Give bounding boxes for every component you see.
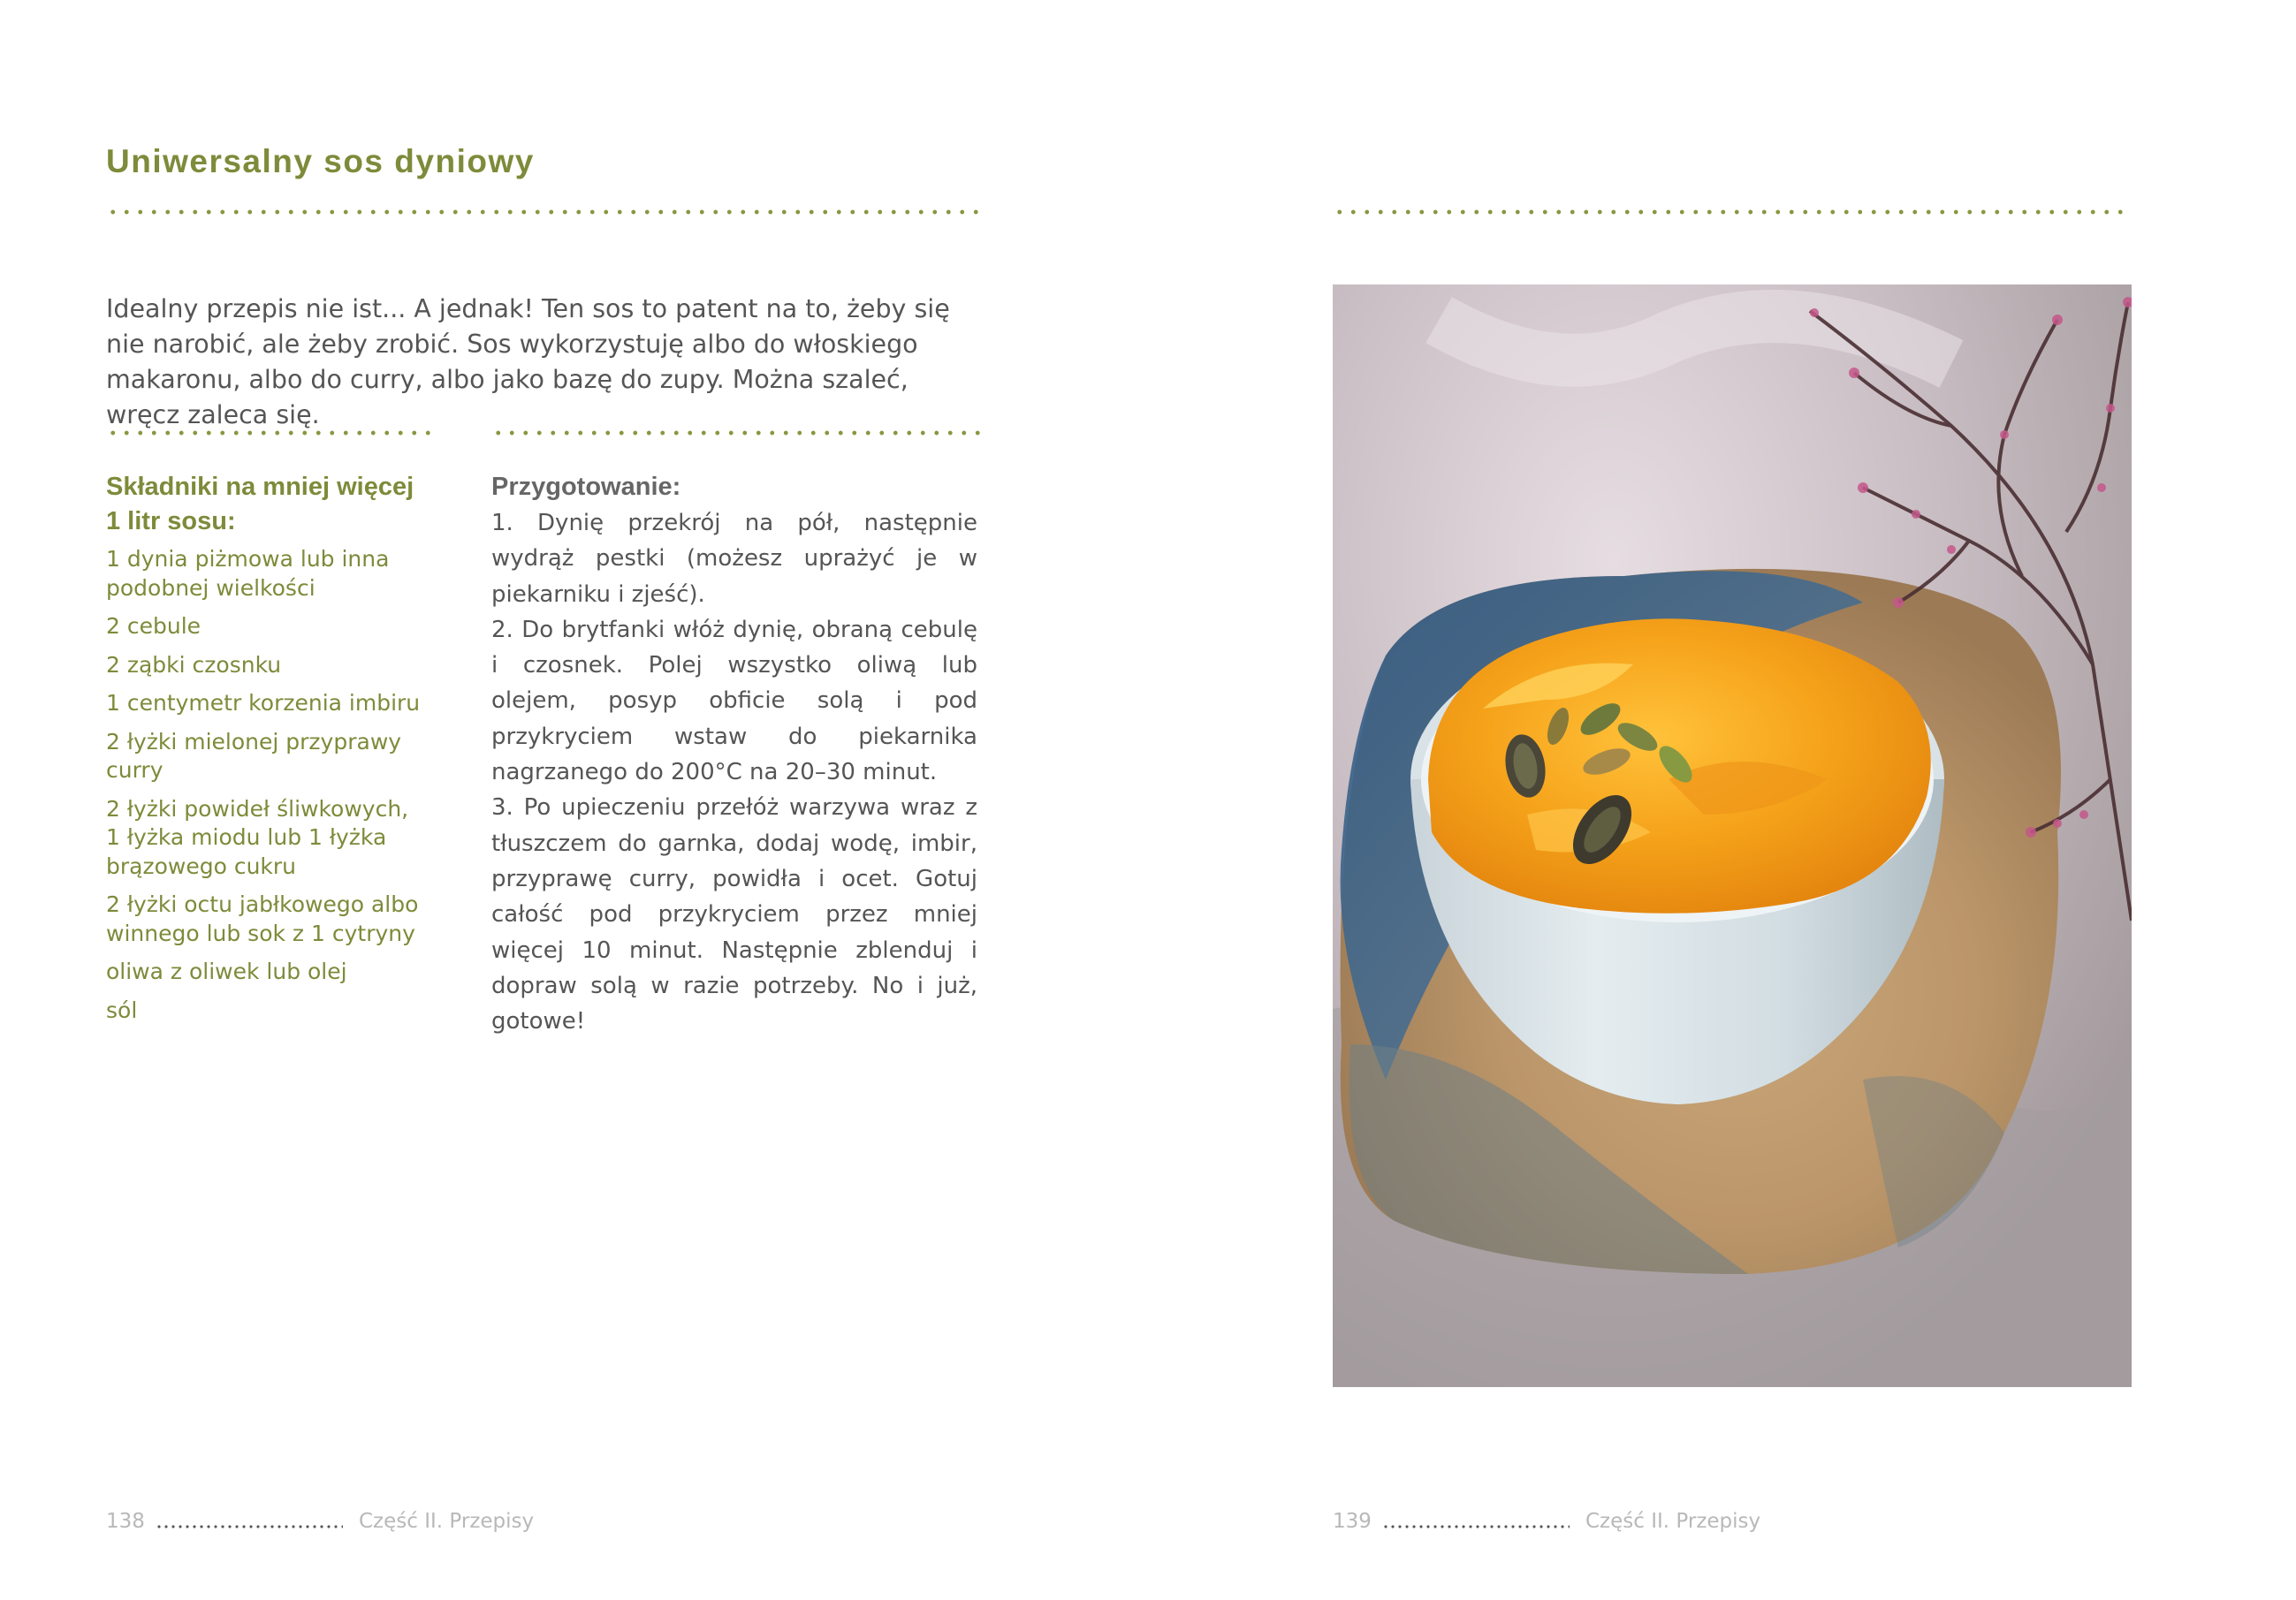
ingredient-item: oliwa z oliwek lub olej xyxy=(106,959,347,984)
preparation-divider xyxy=(491,430,982,436)
recipe-title: Uniwersalny sos dyniowy xyxy=(106,143,535,179)
ingredient-item: 2 cebule xyxy=(106,613,201,639)
ingredient-item: 2 łyżki powideł śliwkowych, 1 łyżka miodu lub 1 łyżka brązowego cukru xyxy=(106,795,409,879)
right-footer xyxy=(1333,1506,1863,1536)
preparation-heading: Przygotowanie: xyxy=(491,473,681,501)
recipe-intro: Idealny przepis nie ist... A jednak! Ten sos to patent na to, żeby się nie narobić, ale żeby zrobić. Sos wykorzystuję albo do włoskiego makaronu, albo do curry, albo jako bazę do zupy. Można szaleć, wręcz zaleca się. xyxy=(106,294,950,429)
pumpkin-sauce-bowl-photo xyxy=(1333,284,2132,1387)
ingredient-item: 2 łyżki octu jabłkowego albo winnego lub sok z 1 cytryny xyxy=(106,891,419,946)
ingredient-item: 2 ząbki czosnku xyxy=(106,651,282,678)
preparation-step: 3. Po upieczeniu przełóż warzywa wraz z tłuszczem do garnka, dodaj wodę, imbir, przyprawę curry, powidła i ocet. Gotuj całość pod przykryciem przez mniej więcej 10 minut. Następnie zblenduj i dopraw solą w razie potrzeby. No i już, gotowe! xyxy=(491,794,977,1035)
left-footer xyxy=(106,1506,636,1536)
ingredient-item: 1 dynia piżmowa lub inna podobnej wielkości xyxy=(106,546,390,601)
footer-divider xyxy=(156,1525,343,1528)
footer-section: Część II. Przepisy xyxy=(359,1510,535,1533)
photo-divider xyxy=(1333,209,2131,215)
preparation-steps xyxy=(491,505,977,1039)
page-number: 139 xyxy=(1333,1510,1372,1533)
page-number: 138 xyxy=(106,1510,145,1533)
photo-illustration xyxy=(1333,284,2132,1387)
ingredient-item: 2 łyżki mielonej przyprawy curry xyxy=(106,728,402,783)
ingredient-item: sól xyxy=(106,997,138,1023)
ingredient-item: 1 centymetr korzenia imbiru xyxy=(106,690,421,716)
ingredients-divider xyxy=(106,430,438,436)
ingredients-list xyxy=(106,545,424,1035)
footer-section: Część II. Przepisy xyxy=(1585,1510,1761,1533)
preparation-step: 2. Do brytfanki włóż dynię, obraną cebulę i czosnek. Polej wszystko oliwą lub olejem, posyp obficie solą i pod przykryciem wstaw do piekarnika nagrzanego do 200°C na 20–30 minut. xyxy=(491,616,977,786)
ingredients-heading: Składniki na mniej więcej 1 litr sosu: xyxy=(106,473,414,535)
preparation-step: 1. Dynię przekrój na pół, następnie wydrąż pestki (możesz uprażyć je w piekarniku i zjeść). xyxy=(491,510,977,608)
footer-divider xyxy=(1382,1525,1570,1528)
title-divider xyxy=(106,209,981,215)
